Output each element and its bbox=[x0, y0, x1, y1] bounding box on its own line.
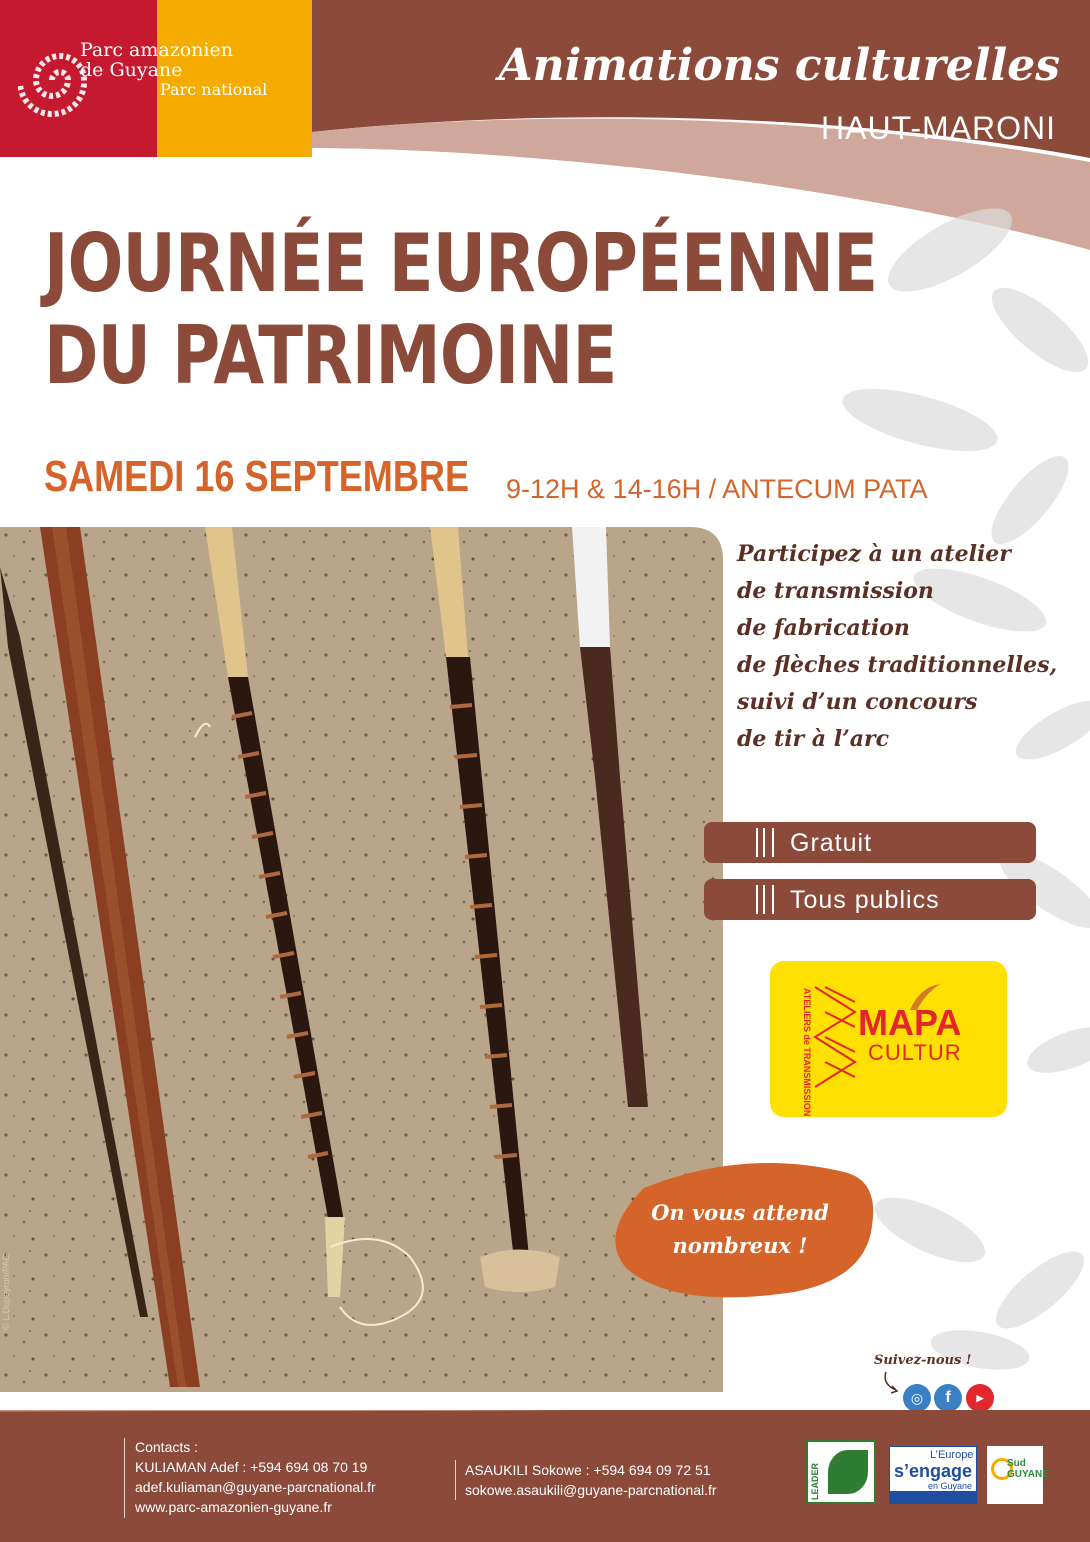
header-subtitle: HAUT-MARONI bbox=[821, 110, 1056, 146]
contact-2-phone: ASAUKILI Sokowe : +594 694 09 72 51 bbox=[465, 1462, 711, 1478]
contacts-heading: Contacts : bbox=[135, 1439, 199, 1455]
invite-text bbox=[620, 1196, 860, 1262]
europe-line-3: en Guyane bbox=[928, 1481, 973, 1491]
event-time-place: 9-12H & 14-16H / ANTECUM PATA bbox=[506, 474, 928, 504]
mapa-vertical-label: ATELIERS de TRANSMISSION bbox=[802, 988, 812, 1117]
eu-flag-icon bbox=[890, 1491, 976, 1503]
divider-bars-icon bbox=[756, 828, 774, 857]
instagram-icon[interactable]: ◎ bbox=[903, 1384, 931, 1412]
description-line: de transmission bbox=[737, 578, 934, 604]
divider-bars-icon bbox=[756, 885, 774, 914]
leaf-icon bbox=[828, 1450, 868, 1494]
tag-label: Gratuit bbox=[790, 829, 873, 857]
contact-1-phone: KULIAMAN Adef : +594 694 08 70 19 bbox=[135, 1459, 368, 1475]
logo-line-3: Parc national bbox=[160, 80, 268, 99]
tag-gratuit bbox=[704, 822, 1036, 863]
description-line: Participez à un atelier bbox=[737, 541, 1011, 567]
facebook-icon[interactable]: f bbox=[934, 1384, 962, 1412]
photo-credit: © L.Dupeyron/PAG bbox=[1, 1253, 11, 1330]
footer-divider bbox=[455, 1460, 456, 1500]
youtube-icon[interactable]: ▶ bbox=[966, 1384, 994, 1412]
mapa-name: MAPA bbox=[858, 1002, 962, 1043]
mapa-subname: CULTUR bbox=[868, 1040, 962, 1065]
contacts-block bbox=[135, 1437, 376, 1517]
event-title-line-1: JOURNÉE EUROPÉENNE bbox=[44, 217, 878, 310]
invite-line: On vous attend bbox=[651, 1200, 829, 1225]
tag-tous-publics bbox=[704, 879, 1036, 920]
event-title bbox=[44, 218, 877, 402]
description-line: de flèches traditionnelles, bbox=[737, 652, 1058, 678]
europe-engage-logo bbox=[889, 1446, 977, 1504]
europe-line-2: s’engage bbox=[894, 1461, 973, 1481]
leader-logo bbox=[806, 1440, 876, 1504]
header-title: Animations culturelles bbox=[498, 40, 1060, 91]
event-date: SAMEDI 16 SEPTEMBRE bbox=[44, 452, 470, 501]
logo-line-1: Parc amazonien bbox=[80, 39, 233, 61]
mapa-pattern-icon bbox=[810, 982, 860, 1100]
follow-us-label: Suivez-nous ! bbox=[874, 1353, 972, 1368]
website-link[interactable]: www.parc-amazonien-guyane.fr bbox=[135, 1499, 332, 1515]
footer-divider bbox=[124, 1438, 125, 1518]
contact-1-email[interactable]: adef.kuliaman@guyane-parcnational.fr bbox=[135, 1479, 376, 1495]
logo-line-2: de Guyane bbox=[80, 59, 183, 81]
date-line bbox=[44, 452, 928, 504]
curved-arrow-icon bbox=[880, 1370, 904, 1396]
event-description bbox=[737, 536, 1077, 758]
sud-label: Sud GUYANE bbox=[1007, 1458, 1049, 1480]
description-line: suivi d’un concours bbox=[737, 689, 978, 715]
invite-line: nombreux ! bbox=[672, 1233, 808, 1258]
event-title-line-2: DU PATRIMOINE bbox=[44, 309, 617, 402]
contact-2-email[interactable]: sokowe.asaukili@guyane-parcnational.fr bbox=[465, 1482, 717, 1498]
leader-label: LEADER bbox=[810, 1462, 820, 1500]
description-line: de fabrication bbox=[737, 615, 910, 641]
contacts-block-2 bbox=[465, 1460, 717, 1500]
europe-line-1: L’Europe bbox=[930, 1449, 974, 1461]
tag-label: Tous publics bbox=[790, 886, 940, 914]
park-logo-text[interactable] bbox=[80, 40, 267, 100]
sud-guyane-logo bbox=[987, 1446, 1049, 1504]
description-line: de tir à l’arc bbox=[737, 726, 889, 752]
